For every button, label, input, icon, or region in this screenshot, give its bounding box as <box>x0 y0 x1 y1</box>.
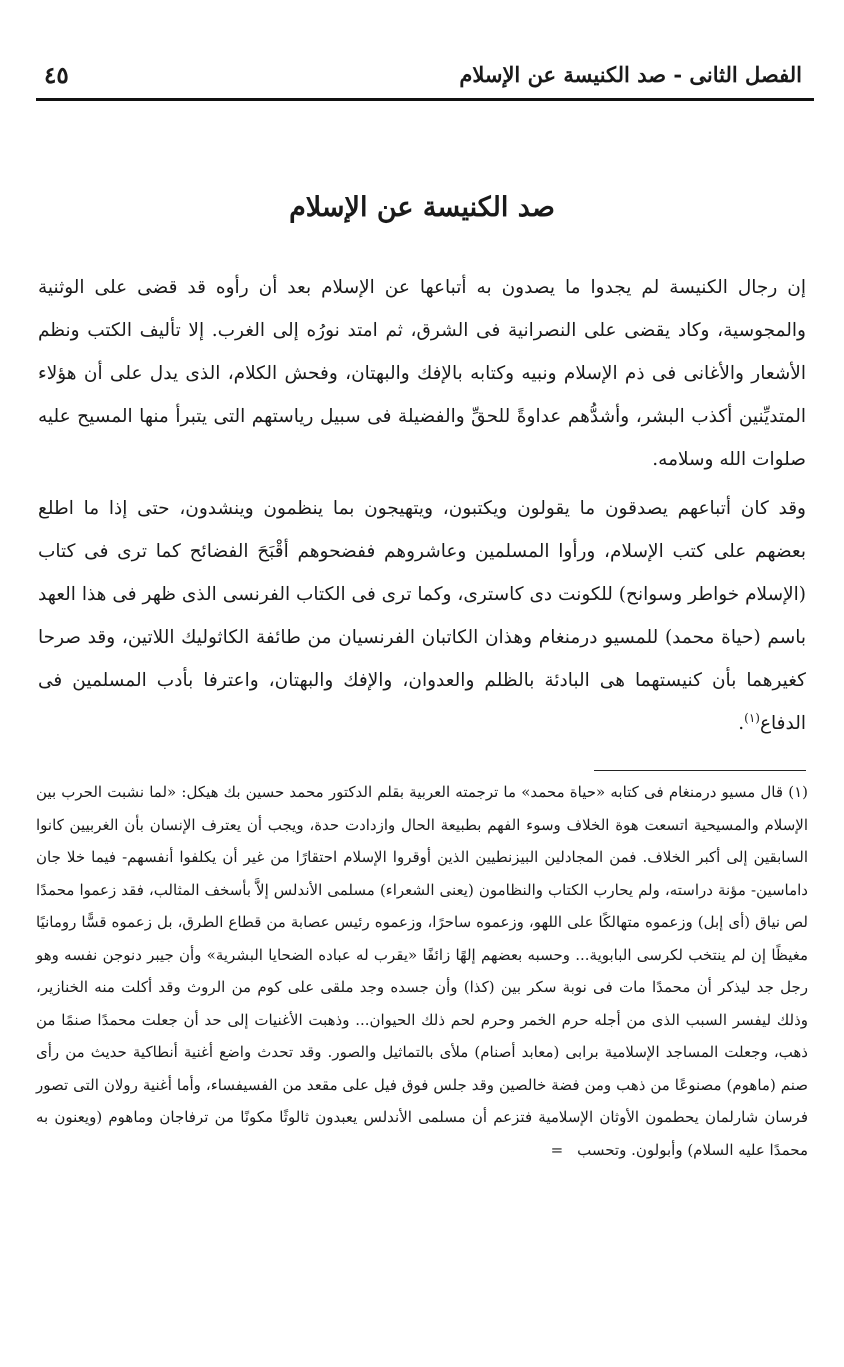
footnote-text: (١) قال مسيو درمنغام فى كتابه «حياة محمد» ما ترجمته العربية بقلم الدكتور محمد حسين بك هيكل: «لما نشبت الحرب بين الإسلام والمسيحية اتسعت هوة الخلاف وسوء الفهم بطبيعة الحال وازدادت حدة، ويجب أن يعترف الإنسان بأن الغربيين كانوا السابقين إلى أكبر الخلاف. فمن المجادلين البيزنطيين الذين أوقروا الإسلام احتقارًا من غير أن يكلفوا أنفسهم- فيما خلا جان داماسين- مؤنة دراسته، ولم يحارب الكتاب والنظامون (يعنى الشعراء) مسلمى الأندلس إلاَّ بأسخف المثالب، فقد زعموا محمدًا لص نياق (أى إبل) وزعموه متهالكًا على اللهو، وزعموه ساحرًا، وزعموه رئيس عصابة من قطاع الطرق، بل زعموه قسًّا رومانيًا مغيظًا إن لم ينتخب لكرسى البابوية... وحسبه بعضهم إلهًا زائفًا «يقرب له عباده الضحايا البشرية» وأن جيبر دنوجن نفسه وهو رجل جد ليذكر أن محمدًا مات فى نوبة سكر بين (كذا) وأن جسده وجد ملقى على كوم من الروث وقد أكلت منه الخنازير، وذلك ليفسر السبب الذى من أجله حرم الخمر وحرم لحم ذلك الحيوان... وذهبت الأغنيات إلى حد أن جعلت محمدًا صنمًا من ذهب، وجعلت المساجد الإسلامية برابى (معابد أصنام) ملأى بالتماثيل والصور. وقد تحدث واضع أغنية أنطاكية حديث من رأى صنم (ماهوم) مصنوعًا من ذهب ومن فضة خالصين وقد جلس فوق فيل على مقعد من الفسيفساء، وأما أغنية رولان التى تصور فرسان شارلمان يحطمون الأوثان الإسلامية فتزعم أن مسلمى الأندلس يعبدون ثالوثًا مكونًا من ترفاجان وماهوم (ويعنون به محمدًا عليه السلام) وأبولون. وتحسب <box>36 783 808 1159</box>
paragraph-2 <box>38 487 806 745</box>
footnote <box>36 776 808 1166</box>
paragraph-2-text: وقد كان أتباعهم يصدقون ما يقولون ويكتبون، ويتهيجون بما ينظمون وينشدون، حتى إذا ما اطلع بعضهم على كتب الإسلام، ورأوا المسلمين وعاشروهم ففضحوهم أقْبَحَ الفضائح كما ترى فى كتاب (الإسلام خواطر وسوانح) للكونت دى كاسترى، وكما ترى فى الكتاب الفرنسى الذى ظهر فى هذا العهد باسم (حياة محمد) للمسيو درمنغام وهذان الكاتبان الفرنسيان من طائفة الكاثوليك اللاتين، وقد صرحا كغيرهما بأن كنيستهما هى البادئة بالظلم والعدوان، والإفك والبهتان، واعترفا بأدب المسلمين فى الدفاع <box>38 498 806 734</box>
continuation-mark: = <box>550 1140 564 1159</box>
running-header <box>36 58 808 98</box>
paragraph-2-end: . <box>738 713 745 734</box>
footnote-separator <box>594 770 806 771</box>
page-number: ٤٥ <box>44 62 69 89</box>
section-title: صد الكنيسة عن الإسلام <box>289 192 555 223</box>
footnote-paragraph <box>36 776 808 1166</box>
chapter-title: الفصل الثانى - صد الكنيسة عن الإسلام <box>459 62 802 87</box>
paragraph-1: إن رجال الكنيسة لم يجدوا ما يصدون به أتباعها عن الإسلام بعد أن رأوه قد قضى على الوثنية والمجوسية، وكاد يقضى على النصرانية فى الشرق، ثم امتد نورُه إلى الغرب. إلا تأليف الكتب ونظم الأشعار والأغانى فى ذم الإسلام ونبيه وكتابه بالإفك والبهتان، وفحش الكلام، الذى يدل على أن هؤلاء المتديِّنين أكذب البشر، وأشدُّهم عداوةً للحقِّ والفضيلة فى سبيل رياستهم التى يتبرأ منها المسيح عليه صلوات الله وسلامه. <box>38 277 806 470</box>
footnote-reference: (١) <box>744 710 760 725</box>
body-text <box>38 266 806 745</box>
header-rule <box>36 98 814 101</box>
